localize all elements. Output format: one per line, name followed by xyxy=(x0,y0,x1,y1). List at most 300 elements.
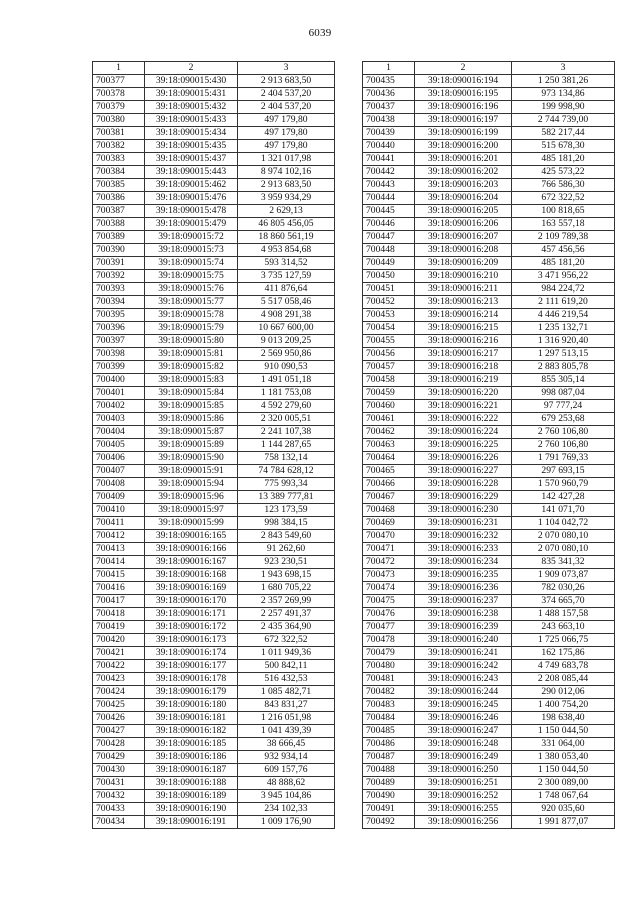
cadastral-value: 485 181,20 xyxy=(512,153,615,166)
table-row xyxy=(93,309,335,322)
table-row xyxy=(93,231,335,244)
cadastral-value: 497 179,80 xyxy=(238,140,335,153)
table-row xyxy=(363,595,615,608)
row-number: 700451 xyxy=(363,283,415,296)
cadastral-number: 39:18:090015:83 xyxy=(145,374,238,387)
cadastral-number: 39:18:090016:228 xyxy=(415,478,512,491)
cadastral-number: 39:18:090016:237 xyxy=(415,595,512,608)
cadastral-value: 855 305,14 xyxy=(512,374,615,387)
table-row xyxy=(363,400,615,413)
cadastral-number: 39:18:090016:210 xyxy=(415,270,512,283)
cadastral-number: 39:18:090016:255 xyxy=(415,803,512,816)
cadastral-value: 2 404 537,20 xyxy=(238,88,335,101)
row-number: 700407 xyxy=(93,465,145,478)
row-number: 700381 xyxy=(93,127,145,140)
left-register-table xyxy=(92,61,335,829)
cadastral-number: 39:18:090015:478 xyxy=(145,205,238,218)
cadastral-number: 39:18:090015:72 xyxy=(145,231,238,244)
row-number: 700445 xyxy=(363,205,415,218)
row-number: 700380 xyxy=(93,114,145,127)
table-row xyxy=(363,75,615,88)
cadastral-value: 998 384,15 xyxy=(238,517,335,530)
cadastral-number: 39:18:090016:186 xyxy=(145,751,238,764)
cadastral-value: 766 586,30 xyxy=(512,179,615,192)
row-number: 700430 xyxy=(93,764,145,777)
cadastral-number: 39:18:090016:218 xyxy=(415,361,512,374)
table-row xyxy=(363,543,615,556)
table-row xyxy=(93,777,335,790)
table-row xyxy=(363,413,615,426)
table-row xyxy=(93,335,335,348)
table-row xyxy=(93,400,335,413)
cadastral-number: 39:18:090016:225 xyxy=(415,439,512,452)
row-number: 700446 xyxy=(363,218,415,231)
table-row xyxy=(363,140,615,153)
table-row xyxy=(93,491,335,504)
cadastral-value: 457 456,56 xyxy=(512,244,615,257)
table-row xyxy=(363,569,615,582)
cadastral-number: 39:18:090016:205 xyxy=(415,205,512,218)
table-row xyxy=(93,816,335,829)
table-row xyxy=(93,387,335,400)
cadastral-value: 4 749 683,78 xyxy=(512,660,615,673)
row-number: 700482 xyxy=(363,686,415,699)
table-row xyxy=(93,790,335,803)
cadastral-number: 39:18:090016:179 xyxy=(145,686,238,699)
row-number: 700432 xyxy=(93,790,145,803)
table-row xyxy=(93,153,335,166)
row-number: 700415 xyxy=(93,569,145,582)
row-number: 700484 xyxy=(363,712,415,725)
row-number: 700437 xyxy=(363,101,415,114)
cadastral-number: 39:18:090015:430 xyxy=(145,75,238,88)
cadastral-number: 39:18:090016:233 xyxy=(415,543,512,556)
table-row xyxy=(93,322,335,335)
cadastral-number: 39:18:090016:170 xyxy=(145,595,238,608)
row-number: 700438 xyxy=(363,114,415,127)
table-row xyxy=(363,699,615,712)
cadastral-number: 39:18:090016:238 xyxy=(415,608,512,621)
cadastral-number: 39:18:090016:185 xyxy=(145,738,238,751)
table-row xyxy=(363,751,615,764)
table-header-row xyxy=(363,62,615,75)
row-number: 700450 xyxy=(363,270,415,283)
cadastral-number: 39:18:090016:227 xyxy=(415,465,512,478)
row-number: 700378 xyxy=(93,88,145,101)
row-number: 700458 xyxy=(363,374,415,387)
cadastral-value: 2 435 364,90 xyxy=(238,621,335,634)
cadastral-number: 39:18:090016:165 xyxy=(145,530,238,543)
cadastral-value: 123 173,59 xyxy=(238,504,335,517)
table-row xyxy=(363,816,615,829)
table-row xyxy=(363,283,615,296)
cadastral-number: 39:18:090015:74 xyxy=(145,257,238,270)
cadastral-value: 142 427,28 xyxy=(512,491,615,504)
row-number: 700481 xyxy=(363,673,415,686)
row-number: 700424 xyxy=(93,686,145,699)
cadastral-number: 39:18:090016:201 xyxy=(415,153,512,166)
row-number: 700394 xyxy=(93,296,145,309)
cadastral-number: 39:18:090016:243 xyxy=(415,673,512,686)
table-row xyxy=(93,595,335,608)
header-col-3: 3 xyxy=(238,62,335,75)
row-number: 700379 xyxy=(93,101,145,114)
cadastral-number: 39:18:090015:79 xyxy=(145,322,238,335)
cadastral-number: 39:18:090016:236 xyxy=(415,582,512,595)
row-number: 700462 xyxy=(363,426,415,439)
table-row xyxy=(93,543,335,556)
table-row xyxy=(363,101,615,114)
table-row xyxy=(363,647,615,660)
left-table-body xyxy=(93,62,335,829)
cadastral-number: 39:18:090016:182 xyxy=(145,725,238,738)
row-number: 700464 xyxy=(363,452,415,465)
table-row xyxy=(363,166,615,179)
cadastral-value: 2 109 789,38 xyxy=(512,231,615,244)
row-number: 700421 xyxy=(93,647,145,660)
cadastral-number: 39:18:090015:78 xyxy=(145,309,238,322)
cadastral-value: 290 012,06 xyxy=(512,686,615,699)
table-row xyxy=(93,647,335,660)
row-number: 700395 xyxy=(93,309,145,322)
cadastral-value: 4 953 854,68 xyxy=(238,244,335,257)
cadastral-value: 331 064,00 xyxy=(512,738,615,751)
cadastral-value: 425 573,22 xyxy=(512,166,615,179)
cadastral-value: 2 241 107,38 xyxy=(238,426,335,439)
row-number: 700454 xyxy=(363,322,415,335)
cadastral-value: 582 217,44 xyxy=(512,127,615,140)
table-row xyxy=(363,192,615,205)
header-col-1: 1 xyxy=(363,62,415,75)
row-number: 700440 xyxy=(363,140,415,153)
row-number: 700486 xyxy=(363,738,415,751)
cadastral-value: 1 150 044,50 xyxy=(512,764,615,777)
table-row xyxy=(93,439,335,452)
cadastral-number: 39:18:090015:80 xyxy=(145,335,238,348)
table-row xyxy=(93,413,335,426)
cadastral-number: 39:18:090016:217 xyxy=(415,348,512,361)
cadastral-value: 497 179,80 xyxy=(238,127,335,140)
table-row xyxy=(93,738,335,751)
table-row xyxy=(93,283,335,296)
table-row xyxy=(363,491,615,504)
row-number: 700405 xyxy=(93,439,145,452)
row-number: 700433 xyxy=(93,803,145,816)
cadastral-number: 39:18:090016:211 xyxy=(415,283,512,296)
table-row xyxy=(93,504,335,517)
cadastral-number: 39:18:090016:169 xyxy=(145,582,238,595)
row-number: 700490 xyxy=(363,790,415,803)
table-row xyxy=(363,530,615,543)
cadastral-value: 1 680 705,22 xyxy=(238,582,335,595)
cadastral-value: 38 666,45 xyxy=(238,738,335,751)
table-row xyxy=(93,582,335,595)
cadastral-number: 39:18:090016:245 xyxy=(415,699,512,712)
table-row xyxy=(93,712,335,725)
cadastral-number: 39:18:090016:203 xyxy=(415,179,512,192)
table-row xyxy=(363,712,615,725)
cadastral-number: 39:18:090016:187 xyxy=(145,764,238,777)
cadastral-number: 39:18:090016:256 xyxy=(415,816,512,829)
table-row xyxy=(93,348,335,361)
cadastral-value: 1 748 067,64 xyxy=(512,790,615,803)
row-number: 700392 xyxy=(93,270,145,283)
row-number: 700466 xyxy=(363,478,415,491)
row-number: 700413 xyxy=(93,543,145,556)
cadastral-number: 39:18:090016:214 xyxy=(415,309,512,322)
cadastral-value: 998 087,04 xyxy=(512,387,615,400)
row-number: 700455 xyxy=(363,335,415,348)
cadastral-number: 39:18:090015:433 xyxy=(145,114,238,127)
cadastral-value: 1 943 698,15 xyxy=(238,569,335,582)
row-number: 700397 xyxy=(93,335,145,348)
table-row xyxy=(93,296,335,309)
cadastral-value: 923 230,51 xyxy=(238,556,335,569)
cadastral-number: 39:18:090016:247 xyxy=(415,725,512,738)
cadastral-number: 39:18:090016:221 xyxy=(415,400,512,413)
cadastral-number: 39:18:090016:206 xyxy=(415,218,512,231)
row-number: 700401 xyxy=(93,387,145,400)
row-number: 700485 xyxy=(363,725,415,738)
cadastral-value: 1 400 754,20 xyxy=(512,699,615,712)
cadastral-number: 39:18:090016:220 xyxy=(415,387,512,400)
cadastral-value: 3 735 127,59 xyxy=(238,270,335,283)
cadastral-number: 39:18:090015:476 xyxy=(145,192,238,205)
cadastral-value: 48 888,62 xyxy=(238,777,335,790)
cadastral-value: 672 322,52 xyxy=(512,192,615,205)
row-number: 700377 xyxy=(93,75,145,88)
row-number: 700443 xyxy=(363,179,415,192)
table-row xyxy=(363,803,615,816)
cadastral-number: 39:18:090015:97 xyxy=(145,504,238,517)
cadastral-value: 932 934,14 xyxy=(238,751,335,764)
table-row xyxy=(363,790,615,803)
cadastral-value: 1 488 157,58 xyxy=(512,608,615,621)
cadastral-number: 39:18:090016:240 xyxy=(415,634,512,647)
cadastral-number: 39:18:090016:230 xyxy=(415,504,512,517)
cadastral-number: 39:18:090016:226 xyxy=(415,452,512,465)
cadastral-value: 1 297 513,15 xyxy=(512,348,615,361)
table-row xyxy=(363,127,615,140)
row-number: 700488 xyxy=(363,764,415,777)
cadastral-number: 39:18:090016:190 xyxy=(145,803,238,816)
cadastral-number: 39:18:090016:216 xyxy=(415,335,512,348)
header-col-2: 2 xyxy=(415,62,512,75)
table-row xyxy=(363,231,615,244)
cadastral-value: 1 991 877,07 xyxy=(512,816,615,829)
cadastral-value: 4 592 279,60 xyxy=(238,400,335,413)
row-number: 700406 xyxy=(93,452,145,465)
table-row xyxy=(363,153,615,166)
cadastral-number: 39:18:090015:94 xyxy=(145,478,238,491)
cadastral-number: 39:18:090015:434 xyxy=(145,127,238,140)
cadastral-value: 13 389 777,81 xyxy=(238,491,335,504)
cadastral-number: 39:18:090016:171 xyxy=(145,608,238,621)
cadastral-number: 39:18:090015:432 xyxy=(145,101,238,114)
cadastral-number: 39:18:090016:166 xyxy=(145,543,238,556)
table-row xyxy=(363,296,615,309)
cadastral-value: 2 629,13 xyxy=(238,205,335,218)
row-number: 700470 xyxy=(363,530,415,543)
cadastral-number: 39:18:090016:252 xyxy=(415,790,512,803)
cadastral-value: 984 224,72 xyxy=(512,283,615,296)
cadastral-value: 1 321 017,98 xyxy=(238,153,335,166)
cadastral-number: 39:18:090016:249 xyxy=(415,751,512,764)
cadastral-number: 39:18:090015:435 xyxy=(145,140,238,153)
cadastral-number: 39:18:090016:234 xyxy=(415,556,512,569)
table-row xyxy=(363,582,615,595)
cadastral-number: 39:18:090016:174 xyxy=(145,647,238,660)
row-number: 700463 xyxy=(363,439,415,452)
table-row xyxy=(93,465,335,478)
table-row xyxy=(363,465,615,478)
cadastral-value: 2 760 106,80 xyxy=(512,426,615,439)
table-row xyxy=(363,556,615,569)
cadastral-value: 5 517 058,46 xyxy=(238,296,335,309)
table-row xyxy=(93,803,335,816)
row-number: 700408 xyxy=(93,478,145,491)
row-number: 700418 xyxy=(93,608,145,621)
cadastral-value: 500 842,11 xyxy=(238,660,335,673)
cadastral-number: 39:18:090015:91 xyxy=(145,465,238,478)
cadastral-number: 39:18:090016:222 xyxy=(415,413,512,426)
row-number: 700480 xyxy=(363,660,415,673)
table-row xyxy=(93,660,335,673)
table-row xyxy=(93,218,335,231)
cadastral-number: 39:18:090016:244 xyxy=(415,686,512,699)
row-number: 700441 xyxy=(363,153,415,166)
row-number: 700477 xyxy=(363,621,415,634)
cadastral-number: 39:18:090016:241 xyxy=(415,647,512,660)
table-row xyxy=(363,608,615,621)
row-number: 700404 xyxy=(93,426,145,439)
cadastral-number: 39:18:090016:235 xyxy=(415,569,512,582)
cadastral-value: 1 041 439,39 xyxy=(238,725,335,738)
row-number: 700452 xyxy=(363,296,415,309)
cadastral-value: 1 104 042,72 xyxy=(512,517,615,530)
cadastral-number: 39:18:090015:84 xyxy=(145,387,238,400)
cadastral-number: 39:18:090015:77 xyxy=(145,296,238,309)
cadastral-number: 39:18:090016:197 xyxy=(415,114,512,127)
table-row xyxy=(363,660,615,673)
cadastral-value: 835 341,32 xyxy=(512,556,615,569)
cadastral-value: 4 446 219,54 xyxy=(512,309,615,322)
cadastral-number: 39:18:090016:188 xyxy=(145,777,238,790)
cadastral-value: 3 471 956,22 xyxy=(512,270,615,283)
cadastral-value: 920 035,60 xyxy=(512,803,615,816)
table-row xyxy=(363,374,615,387)
row-number: 700473 xyxy=(363,569,415,582)
row-number: 700423 xyxy=(93,673,145,686)
cadastral-number: 39:18:090015:82 xyxy=(145,361,238,374)
cadastral-value: 199 998,90 xyxy=(512,101,615,114)
cadastral-value: 198 638,40 xyxy=(512,712,615,725)
table-row xyxy=(363,361,615,374)
cadastral-number: 39:18:090016:191 xyxy=(145,816,238,829)
cadastral-value: 411 876,64 xyxy=(238,283,335,296)
row-number: 700435 xyxy=(363,75,415,88)
cadastral-number: 39:18:090016:229 xyxy=(415,491,512,504)
cadastral-number: 39:18:090015:479 xyxy=(145,218,238,231)
table-row xyxy=(93,374,335,387)
table-row xyxy=(363,387,615,400)
cadastral-value: 1 725 066,75 xyxy=(512,634,615,647)
cadastral-value: 1 791 769,33 xyxy=(512,452,615,465)
cadastral-value: 910 090,53 xyxy=(238,361,335,374)
cadastral-number: 39:18:090015:96 xyxy=(145,491,238,504)
row-number: 700434 xyxy=(93,816,145,829)
table-row xyxy=(363,725,615,738)
row-number: 700483 xyxy=(363,699,415,712)
cadastral-number: 39:18:090016:199 xyxy=(415,127,512,140)
cadastral-value: 593 314,52 xyxy=(238,257,335,270)
cadastral-value: 2 744 739,00 xyxy=(512,114,615,127)
cadastral-number: 39:18:090016:180 xyxy=(145,699,238,712)
table-row xyxy=(363,777,615,790)
row-number: 700402 xyxy=(93,400,145,413)
table-row xyxy=(93,556,335,569)
cadastral-number: 39:18:090016:167 xyxy=(145,556,238,569)
cadastral-value: 1 491 051,18 xyxy=(238,374,335,387)
cadastral-value: 100 818,65 xyxy=(512,205,615,218)
cadastral-number: 39:18:090015:87 xyxy=(145,426,238,439)
cadastral-number: 39:18:090016:239 xyxy=(415,621,512,634)
cadastral-number: 39:18:090016:189 xyxy=(145,790,238,803)
row-number: 700411 xyxy=(93,517,145,530)
cadastral-value: 243 663,10 xyxy=(512,621,615,634)
cadastral-number: 39:18:090016:177 xyxy=(145,660,238,673)
cadastral-value: 516 432,53 xyxy=(238,673,335,686)
row-number: 700398 xyxy=(93,348,145,361)
row-number: 700409 xyxy=(93,491,145,504)
cadastral-number: 39:18:090015:75 xyxy=(145,270,238,283)
table-row xyxy=(93,88,335,101)
cadastral-number: 39:18:090016:224 xyxy=(415,426,512,439)
cadastral-value: 1 316 920,40 xyxy=(512,335,615,348)
cadastral-value: 1 009 176,90 xyxy=(238,816,335,829)
table-row xyxy=(363,673,615,686)
table-row xyxy=(363,270,615,283)
table-row xyxy=(93,192,335,205)
row-number: 700422 xyxy=(93,660,145,673)
table-row xyxy=(93,179,335,192)
row-number: 700417 xyxy=(93,595,145,608)
table-row xyxy=(363,634,615,647)
row-number: 700459 xyxy=(363,387,415,400)
cadastral-number: 39:18:090016:202 xyxy=(415,166,512,179)
row-number: 700476 xyxy=(363,608,415,621)
cadastral-value: 672 322,52 xyxy=(238,634,335,647)
table-row xyxy=(93,725,335,738)
table-row xyxy=(93,452,335,465)
cadastral-value: 141 071,70 xyxy=(512,504,615,517)
row-number: 700391 xyxy=(93,257,145,270)
row-number: 700492 xyxy=(363,816,415,829)
cadastral-value: 2 208 085,44 xyxy=(512,673,615,686)
row-number: 700426 xyxy=(93,712,145,725)
row-number: 700487 xyxy=(363,751,415,764)
cadastral-number: 39:18:090015:76 xyxy=(145,283,238,296)
cadastral-value: 2 883 805,78 xyxy=(512,361,615,374)
row-number: 700429 xyxy=(93,751,145,764)
row-number: 700412 xyxy=(93,530,145,543)
cadastral-value: 374 665,70 xyxy=(512,595,615,608)
row-number: 700442 xyxy=(363,166,415,179)
cadastral-value: 2 070 080,10 xyxy=(512,530,615,543)
cadastral-value: 2 843 549,60 xyxy=(238,530,335,543)
cadastral-value: 2 070 080,10 xyxy=(512,543,615,556)
cadastral-value: 515 678,30 xyxy=(512,140,615,153)
